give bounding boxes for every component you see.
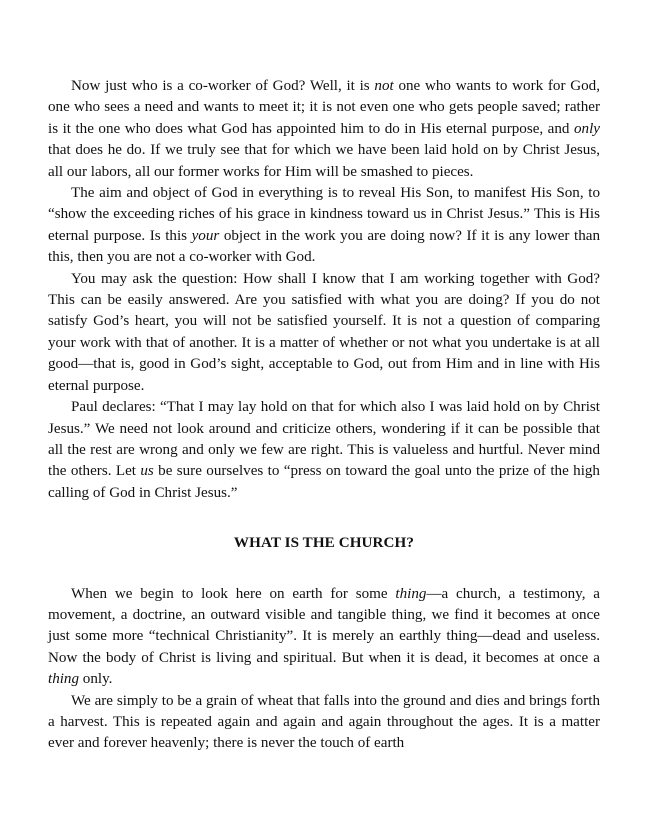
paragraph-paul-declares [48, 397, 600, 504]
text-span: only. [79, 671, 113, 688]
emphasis-text: only [574, 120, 600, 137]
section-heading: WHAT IS THE CHURCH? [233, 535, 415, 552]
text-span: When we begin to look here on earth for some [71, 585, 396, 602]
text-span: that does he do. If we truly see that for which we have been laid hold on by Christ Jesus, all our labors, all our former works for Him will be smashed to pieces. [48, 142, 600, 180]
paragraph-grain-of-wheat: We are simply to be a grain of wheat that falls into the ground and dies and brings forth a harvest. This is repeated again and again and again throughout the ages. It is a matter ever and forever heavenly; there is never the touch of earth [48, 692, 600, 752]
emphasis-text: not [374, 78, 394, 94]
paragraph-looking-for-thing [48, 584, 600, 691]
emphasis-text: us [140, 463, 154, 480]
document-page [48, 76, 600, 755]
emphasis-text: thing [395, 585, 427, 602]
text-span: one who wants to work for God, one who sees a need and wants to meet it; it is not even one who gets people saved; rather is it the one who does what God has appointed him to do in His eternal purpose, and [48, 78, 600, 137]
text-span: Now just who is a co-worker of God? Well, it is [71, 78, 375, 94]
text-span: —a church, a testimony, a movement, a doctrine, an outward visible and tangible thing, we find it becomes at once just some more “technical Christianity”. It is merely an earthly thing—dead and useless. Now the body of Christ is living and spiritual. But when it is dead, it becomes at once a [48, 585, 600, 666]
paragraph-working-together: You may ask the question: How shall I know that I am working together with God? This can be easily answered. Are you satisfied with what you are doing? If you do not satisfy God’s heart, you will not be satisfied yourself. It is not a question of comparing your work with that of another. It is a matter of whether or not what you undertake is at all good—that is, good in God’s sight, acceptable to God, out from Him and in line with His eternal purpose. [48, 270, 600, 394]
paragraph-co-worker [48, 76, 600, 183]
text-span: Paul declares: “That I may lay hold on that for which also I was laid hold on by Christ Jesus.” We need not look around and criticize others, wondering if it can be possible that all the rest are wrong and only we few are right. This is valueless and hurtful. Never mind the others. Let [48, 399, 600, 480]
text-span: be sure ourselves to “press on toward the goal unto the prize of the high calling of God in Christ Jesus.” [48, 463, 600, 501]
text-span: object in the work you are doing now? If it is any lower than this, then you are not a co-worker with God. [48, 227, 600, 266]
emphasis-text: thing [48, 671, 80, 688]
text-span: The aim and object of God in everything is to reveal His Son, to manifest His Son, to “show the exceeding riches of his grace in kindness toward us in Christ Jesus.” This is His eternal purpose. Is this [48, 185, 600, 244]
paragraph-aim-of-god [48, 183, 600, 269]
emphasis-text: your [191, 227, 220, 244]
